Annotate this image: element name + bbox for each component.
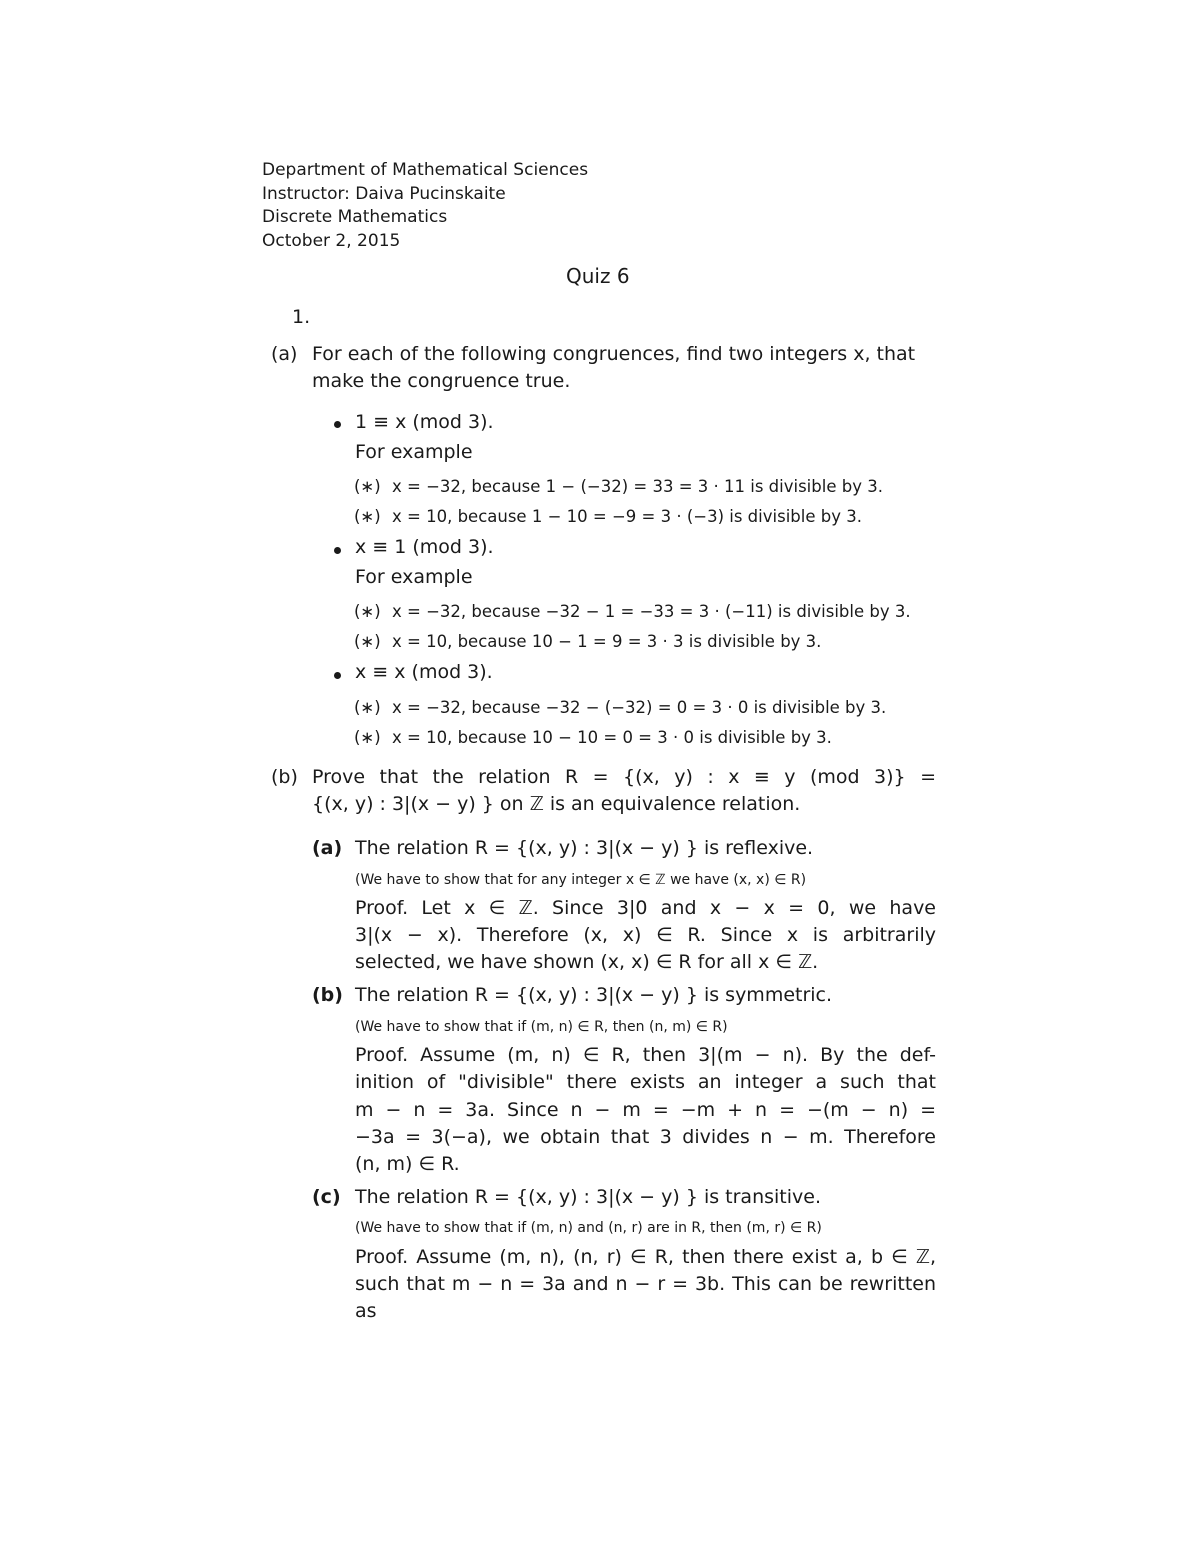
- case-text: x = 10, because 1 − 10 = −9 = 3 · (−3) is divisible by 3.: [392, 507, 862, 526]
- header-instructor: Instructor: Daiva Pucinskaite: [262, 184, 506, 204]
- proof-line: Proof. Let x ∈ ℤ. Since 3|0 and x − x = 0, we have: [355, 897, 936, 919]
- congruence-3: x ≡ x (mod 3).: [355, 661, 493, 683]
- proof-line: 3|(x − x). Therefore (x, x) ∈ R. Since x is arbitrarily: [355, 924, 936, 946]
- case-text: x = 10, because 10 − 1 = 9 = 3 · 3 is divisible by 3.: [392, 632, 822, 651]
- congruence-2: x ≡ 1 (mod 3).: [355, 536, 494, 558]
- proof-line: such that m − n = 3a and n − r = 3b. This can be rewritten: [355, 1273, 936, 1295]
- sub-c-label: (c): [312, 1186, 341, 1208]
- proof-line: Proof. Assume (m, n), (n, r) ∈ R, then there exist a, b ∈ ℤ,: [355, 1246, 936, 1268]
- part-b-intro-line1: Prove that the relation R = {(x, y) : x ≡ y (mod 3)} =: [312, 766, 936, 788]
- bullet-marker: [334, 672, 341, 679]
- sub-b-statement: The relation R = {(x, y) : 3|(x − y) } is symmetric.: [355, 984, 833, 1006]
- example-label-1: For example: [355, 441, 473, 463]
- part-b-intro-line2: {(x, y) : 3|(x − y) } on ℤ is an equivalence relation.: [312, 793, 801, 815]
- case-text: x = −32, because −32 − 1 = −33 = 3 · (−11) is divisible by 3.: [392, 602, 911, 621]
- congruence-1: 1 ≡ x (mod 3).: [355, 411, 494, 433]
- sub-b-label: (b): [312, 984, 343, 1006]
- case-marker: (∗): [354, 632, 381, 651]
- case-text: x = −32, because 1 − (−32) = 33 = 3 · 11 is divisible by 3.: [392, 477, 883, 496]
- proof-line: Proof. Assume (m, n) ∈ R, then 3|(m − n). By the def-: [355, 1044, 936, 1066]
- proof-line: −3a = 3(−a), we obtain that 3 divides n − m. Therefore: [355, 1126, 936, 1148]
- header-date: October 2, 2015: [262, 231, 401, 251]
- case-text: x = 10, because 10 − 10 = 0 = 3 · 0 is divisible by 3.: [392, 728, 832, 747]
- bullet-marker: [334, 421, 341, 428]
- proof-line: (n, m) ∈ R.: [355, 1153, 460, 1175]
- sub-a-label: (a): [312, 837, 343, 859]
- sub-a-note: (We have to show that for any integer x ∈ ℤ we have (x, x) ∈ R): [355, 872, 807, 888]
- problem-number: 1.: [292, 306, 311, 328]
- bullet-marker: [334, 547, 341, 554]
- part-a-label: (a): [271, 343, 298, 365]
- sub-b-note: (We have to show that if (m, n) ∈ R, then (n, m) ∈ R): [355, 1019, 728, 1035]
- sub-a-statement: The relation R = {(x, y) : 3|(x − y) } is reflexive.: [355, 837, 814, 859]
- example-label-2: For example: [355, 566, 473, 588]
- header-course: Discrete Mathematics: [262, 207, 448, 227]
- proof-line: as: [355, 1300, 377, 1322]
- proof-line: inition of "divisible" there exists an integer a such that: [355, 1071, 936, 1093]
- case-marker: (∗): [354, 602, 381, 621]
- case-marker: (∗): [354, 728, 381, 747]
- page-title: Quiz 6: [566, 264, 630, 288]
- case-marker: (∗): [354, 507, 381, 526]
- sub-c-note: (We have to show that if (m, n) and (n, r) are in R, then (m, r) ∈ R): [355, 1220, 822, 1236]
- proof-line: selected, we have shown (x, x) ∈ R for all x ∈ ℤ.: [355, 951, 819, 973]
- header-department: Department of Mathematical Sciences: [262, 160, 589, 180]
- sub-c-statement: The relation R = {(x, y) : 3|(x − y) } is transitive.: [355, 1186, 821, 1208]
- proof-line: m − n = 3a. Since n − m = −m + n = −(m − n) =: [355, 1099, 936, 1121]
- part-a-intro-line2: make the congruence true.: [312, 370, 571, 392]
- case-marker: (∗): [354, 698, 381, 717]
- case-marker: (∗): [354, 477, 381, 496]
- part-a-intro-line1: For each of the following congruences, find two integers x, that: [312, 343, 916, 365]
- part-b-label: (b): [271, 766, 298, 788]
- case-text: x = −32, because −32 − (−32) = 0 = 3 · 0 is divisible by 3.: [392, 698, 887, 717]
